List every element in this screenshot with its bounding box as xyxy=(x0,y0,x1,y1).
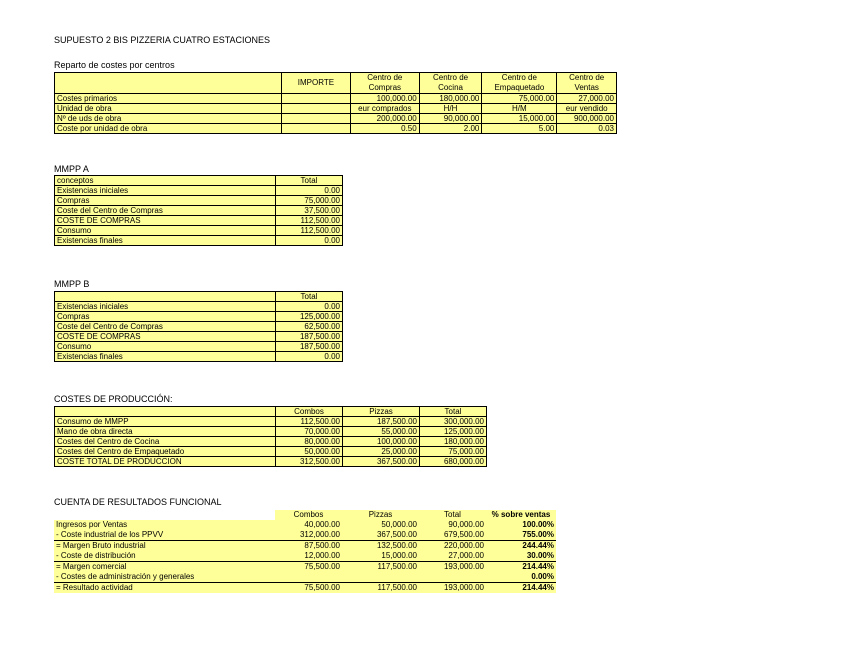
cell: 50,000.00 xyxy=(342,520,419,530)
cell xyxy=(282,104,351,114)
table-row xyxy=(55,352,343,362)
reparto-header-importe: IMPORTE xyxy=(282,73,351,94)
header-conceptos: conceptos xyxy=(55,176,276,186)
table-row xyxy=(55,457,487,467)
table-row xyxy=(55,302,343,312)
cell: 193,000.00 xyxy=(419,562,486,573)
cell: 312,500.00 xyxy=(276,457,343,467)
table-row xyxy=(55,417,487,427)
cell: eur vendido xyxy=(557,104,617,114)
table-header-row xyxy=(54,510,556,520)
reparto-header-compras: Centro de Compras xyxy=(350,73,419,94)
table-row xyxy=(55,196,343,206)
cell: 180,000.00 xyxy=(420,437,487,447)
cell: 0.50 xyxy=(350,124,419,134)
table-row xyxy=(55,186,343,196)
table-row xyxy=(55,312,343,322)
cell: 187,500.00 xyxy=(276,342,343,352)
cell: 214.44% xyxy=(486,562,556,573)
cell: 125,000.00 xyxy=(276,312,343,322)
cell: 680,000.00 xyxy=(420,457,487,467)
row-label: COSTE DE COMPRAS xyxy=(55,332,276,342)
cell: 50,000.00 xyxy=(276,447,343,457)
cell: 112,500.00 xyxy=(276,226,343,236)
cell: 0.00% xyxy=(486,572,556,583)
cell: 30.00% xyxy=(486,551,556,562)
row-label: Compras xyxy=(55,196,276,206)
table-row xyxy=(55,124,617,134)
table-row xyxy=(55,322,343,332)
table-row xyxy=(55,216,343,226)
row-label: - Costes de administración y generales xyxy=(54,572,275,583)
row-label: Existencias iniciales xyxy=(55,302,276,312)
row-label: = Margen comercial xyxy=(54,562,275,573)
row-label: Existencias finales xyxy=(55,352,276,362)
header-combos: Combos xyxy=(276,407,343,417)
table-header-row xyxy=(55,292,343,302)
row-label: = Margen Bruto industrial xyxy=(54,541,275,552)
row-label: Mano de obra directa xyxy=(55,427,276,437)
cell: 62,500.00 xyxy=(276,322,343,332)
cell: 90,000.00 xyxy=(419,520,486,530)
row-label: Compras xyxy=(55,312,276,322)
table-row xyxy=(55,236,343,246)
cell: 75,500.00 xyxy=(275,562,342,573)
cell: 37,500.00 xyxy=(276,206,343,216)
cell: 25,000.00 xyxy=(343,447,420,457)
cell: 27,000.00 xyxy=(419,551,486,562)
reparto-header-row xyxy=(55,73,617,94)
cell: 0.00 xyxy=(276,352,343,362)
table-row xyxy=(54,583,556,594)
cell: 367,500.00 xyxy=(343,457,420,467)
row-label: Costes del Centro de Cocina xyxy=(55,437,276,447)
cell: 100,000.00 xyxy=(350,94,419,104)
mmppa-title: MMPP A xyxy=(54,164,89,174)
cell: 100.00% xyxy=(486,520,556,530)
header-blank xyxy=(55,292,276,302)
cell: 75,000.00 xyxy=(420,447,487,457)
cell: 117,500.00 xyxy=(342,583,419,594)
row-label: Existencias finales xyxy=(55,236,276,246)
cell: 679,500.00 xyxy=(419,530,486,541)
row-label: - Coste de distribución xyxy=(54,551,275,562)
table-row xyxy=(55,206,343,216)
table-row xyxy=(55,342,343,352)
table-row xyxy=(54,541,556,552)
cell xyxy=(282,124,351,134)
funcional-table xyxy=(54,510,556,593)
row-label: Consumo xyxy=(55,342,276,352)
cell: 312,000.00 xyxy=(275,530,342,541)
cell: 2.00 xyxy=(419,124,482,134)
header-total: Total xyxy=(276,292,343,302)
row-label: Costes primarios xyxy=(55,94,282,104)
produccion-title: COSTES DE PRODUCCIÓN: xyxy=(54,394,173,404)
cell: 200,000.00 xyxy=(350,114,419,124)
cell: 0.00 xyxy=(276,186,343,196)
table-row xyxy=(55,94,617,104)
cell: 40,000.00 xyxy=(275,520,342,530)
table-row xyxy=(54,562,556,573)
cell: 193,000.00 xyxy=(419,583,486,594)
table-row xyxy=(54,520,556,530)
header-total: Total xyxy=(420,407,487,417)
cell xyxy=(342,572,419,583)
table-row xyxy=(55,427,487,437)
cell xyxy=(282,94,351,104)
row-label: Coste del Centro de Compras xyxy=(55,322,276,332)
table-header-row xyxy=(55,176,343,186)
header-pizzas: Pizzas xyxy=(343,407,420,417)
cell: 755.00% xyxy=(486,530,556,541)
cell: 187,500.00 xyxy=(276,332,343,342)
cell: 132,500.00 xyxy=(342,541,419,552)
row-label: COSTE DE COMPRAS xyxy=(55,216,276,226)
row-label: Ingresos por Ventas xyxy=(54,520,275,530)
cell: 27,000.00 xyxy=(557,94,617,104)
cell: 125,000.00 xyxy=(420,427,487,437)
cell: 214.44% xyxy=(486,583,556,594)
table-row xyxy=(54,530,556,541)
reparto-header-ventas: Centro de Ventas xyxy=(557,73,617,94)
row-label: Coste del Centro de Compras xyxy=(55,206,276,216)
cell: 75,000.00 xyxy=(276,196,343,206)
reparto-header-cocina: Centro de Cocina xyxy=(419,73,482,94)
table-header-row xyxy=(55,407,487,417)
header-total: Total xyxy=(419,510,486,520)
table-row xyxy=(55,437,487,447)
table-row xyxy=(55,104,617,114)
reparto-title: Reparto de costes por centros xyxy=(54,60,175,70)
document-title: SUPUESTO 2 BIS PIZZERIA CUATRO ESTACIONES xyxy=(54,35,271,45)
cell: 180,000.00 xyxy=(419,94,482,104)
cell: 900,000.00 xyxy=(557,114,617,124)
cell: 187,500.00 xyxy=(343,417,420,427)
row-label: - Coste industrial de los PPVV xyxy=(54,530,275,541)
cell: H/H xyxy=(419,104,482,114)
cell: 100,000.00 xyxy=(343,437,420,447)
cell: 117,500.00 xyxy=(342,562,419,573)
cell: 80,000.00 xyxy=(276,437,343,447)
row-label: Costes del Centro de Empaquetado xyxy=(55,447,276,457)
cell: 75,000.00 xyxy=(482,94,557,104)
cell: 75,500.00 xyxy=(275,583,342,594)
table-row xyxy=(55,114,617,124)
row-label: Consumo xyxy=(55,226,276,236)
cell xyxy=(275,572,342,583)
cell: eur comprados xyxy=(350,104,419,114)
mmppb-title: MMPP B xyxy=(54,279,90,289)
produccion-table xyxy=(54,406,487,467)
table-row xyxy=(55,447,487,457)
cell: 300,000.00 xyxy=(420,417,487,427)
reparto-header-empaquetado: Centro de Empaquetado xyxy=(482,73,557,94)
cell: 0.00 xyxy=(276,302,343,312)
cell: 15,000.00 xyxy=(342,551,419,562)
row-label: Coste por unidad de obra xyxy=(55,124,282,134)
cell: 5.00 xyxy=(482,124,557,134)
mmppa-table xyxy=(54,175,343,246)
row-label: = Resultado actividad xyxy=(54,583,275,594)
cell: 0.00 xyxy=(276,236,343,246)
cell: 12,000.00 xyxy=(275,551,342,562)
funcional-title: CUENTA DE RESULTADOS FUNCIONAL xyxy=(54,497,222,507)
row-label: Unidad de obra xyxy=(55,104,282,114)
cell: 367,500.00 xyxy=(342,530,419,541)
cell: 15,000.00 xyxy=(482,114,557,124)
header-pct-ventas: % sobre ventas xyxy=(486,510,556,520)
header-combos: Combos xyxy=(275,510,342,520)
reparto-table xyxy=(54,72,617,134)
table-row xyxy=(55,332,343,342)
table-row xyxy=(54,551,556,562)
cell xyxy=(282,114,351,124)
cell: 87,500.00 xyxy=(275,541,342,552)
table-row xyxy=(54,572,556,583)
cell: 70,000.00 xyxy=(276,427,343,437)
cell: 112,500.00 xyxy=(276,216,343,226)
cell: 90,000.00 xyxy=(419,114,482,124)
table-row xyxy=(55,226,343,236)
cell: 55,000.00 xyxy=(343,427,420,437)
cell: 0.03 xyxy=(557,124,617,134)
row-label: Nº de uds de obra xyxy=(55,114,282,124)
header-pizzas: Pizzas xyxy=(342,510,419,520)
cell xyxy=(419,572,486,583)
cell: H/M xyxy=(482,104,557,114)
row-label: Existencias iniciales xyxy=(55,186,276,196)
mmppb-table xyxy=(54,291,343,362)
cell: 244.44% xyxy=(486,541,556,552)
row-label: Consumo de MMPP xyxy=(55,417,276,427)
header-total: Total xyxy=(276,176,343,186)
cell: 220,000.00 xyxy=(419,541,486,552)
row-label: COSTE TOTAL DE PRODUCCION xyxy=(55,457,276,467)
cell: 112,500.00 xyxy=(276,417,343,427)
